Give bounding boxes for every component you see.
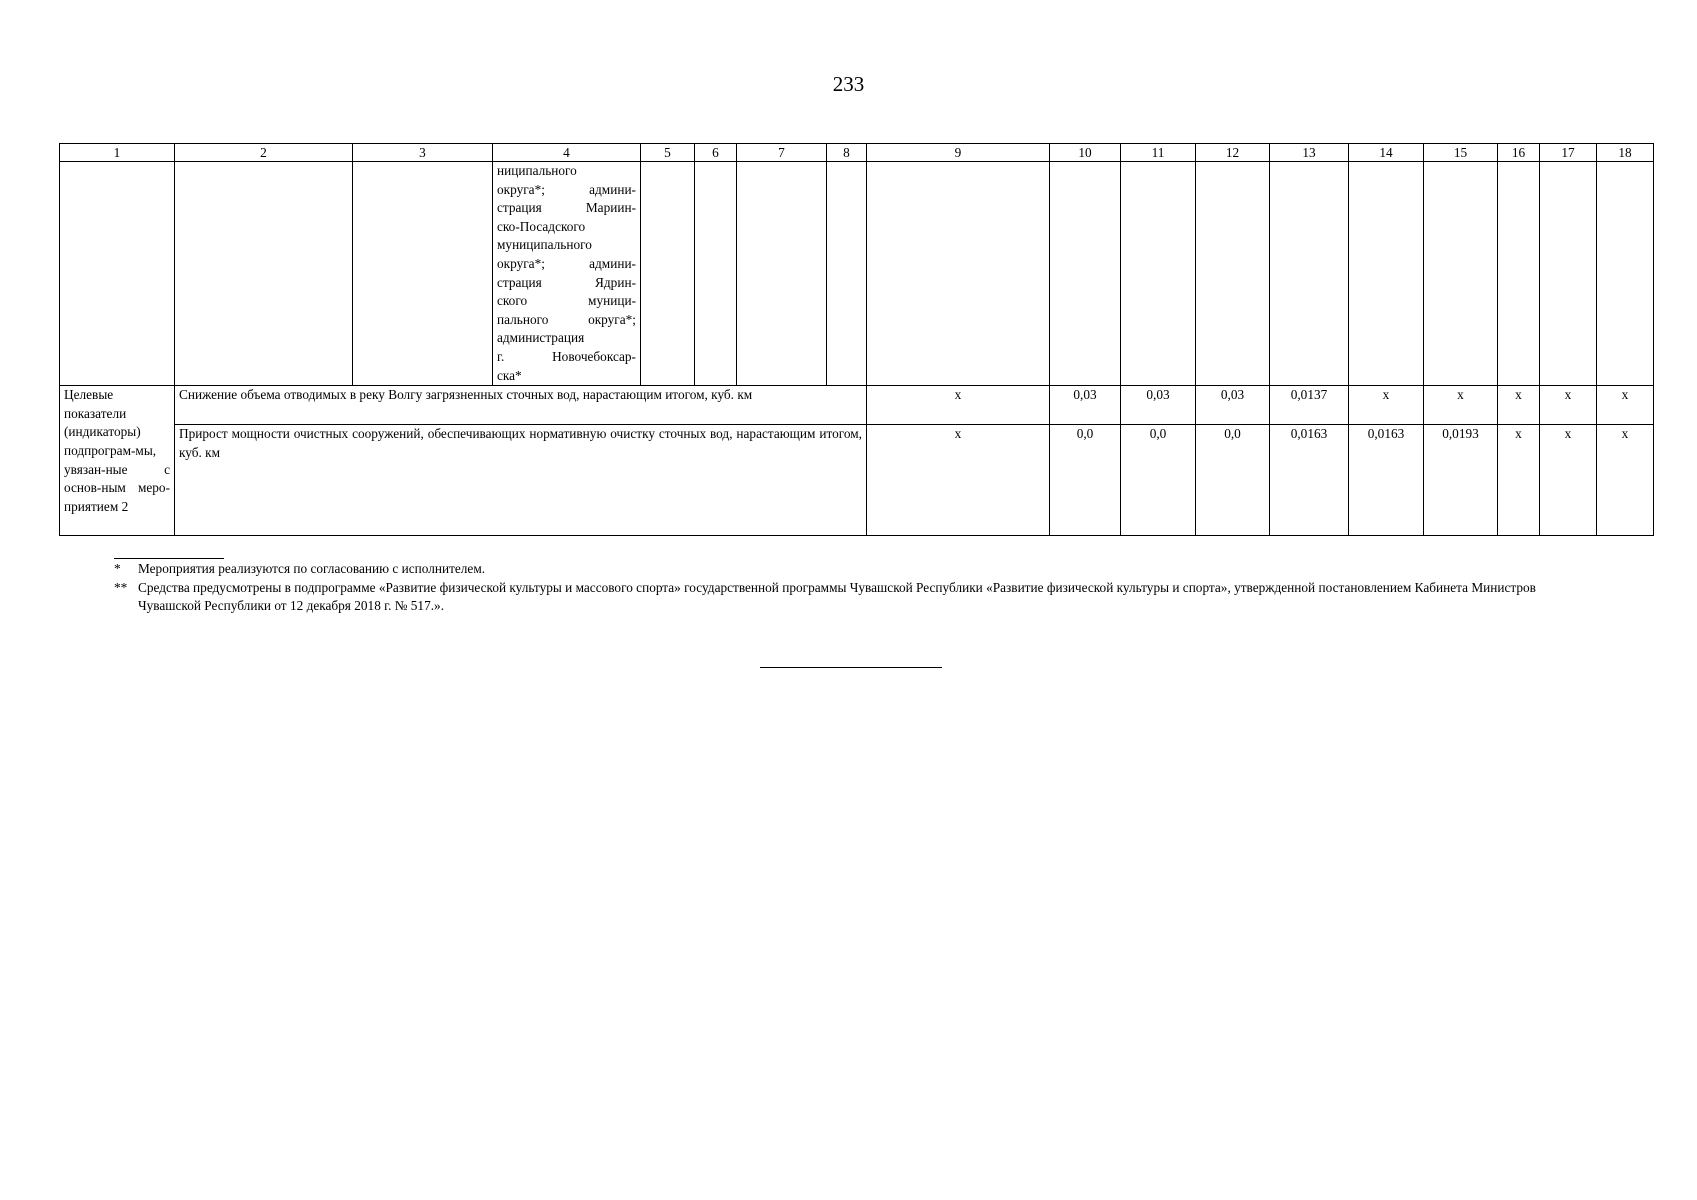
footnote (114, 579, 1594, 616)
column-header: 7 (737, 144, 827, 162)
indicator-value: х (1349, 386, 1424, 425)
column-header: 4 (493, 144, 641, 162)
table-cell (695, 162, 737, 386)
indicator-value: 0,0 (1196, 425, 1270, 536)
column-header: 13 (1270, 144, 1349, 162)
indicator-value: х (1424, 386, 1498, 425)
indicator-value: х (1597, 386, 1654, 425)
indicator-value: х (1540, 425, 1597, 536)
column-header: 12 (1196, 144, 1270, 162)
executors-line: ско-Посадского (497, 218, 586, 234)
footnotes (114, 560, 1594, 616)
table-cell (353, 162, 493, 386)
footnote-mark: * (114, 561, 121, 576)
column-header: 6 (695, 144, 737, 162)
indicator-value: 0,0163 (1270, 425, 1349, 536)
column-header: 15 (1424, 144, 1498, 162)
executors-line: ниципального (497, 163, 577, 178)
indicator-value: 0,03 (1196, 386, 1270, 425)
indicator-value: 0,0 (1050, 425, 1121, 536)
column-header: 18 (1597, 144, 1654, 162)
executors-cell (493, 162, 641, 386)
table-cell (1424, 162, 1498, 386)
table-cell (1540, 162, 1597, 386)
header-row (60, 144, 1654, 162)
executors-line: округа*; админи- (497, 255, 636, 271)
table-cell (737, 162, 827, 386)
indicator-value: х (867, 425, 1050, 536)
executors-line: администрация (497, 330, 585, 346)
executors-line: страция Мариин- (497, 200, 636, 216)
executors-line: ска* (497, 367, 522, 383)
indicator-value: х (1597, 425, 1654, 536)
column-header: 5 (641, 144, 695, 162)
column-header: 8 (827, 144, 867, 162)
continuation-row (60, 162, 1654, 386)
column-header: 2 (175, 144, 353, 162)
column-header: 10 (1050, 144, 1121, 162)
indicator-value: 0,03 (1050, 386, 1121, 425)
table-cell (641, 162, 695, 386)
executors-line: страция Ядрин- (497, 274, 636, 290)
column-header: 3 (353, 144, 493, 162)
executors-line: пального округа*; (497, 311, 636, 327)
footnote-mark: ** (114, 579, 128, 595)
table-cell (1349, 162, 1424, 386)
page-number: 233 (832, 72, 865, 96)
column-header: 1 (60, 144, 175, 162)
indicator-value: х (1540, 386, 1597, 425)
indicator-value: 0,0 (1121, 425, 1196, 536)
program-table (59, 143, 1654, 536)
column-header: 9 (867, 144, 1050, 162)
footnote-separator (114, 558, 224, 559)
executors-line: муниципального (497, 237, 592, 253)
footnote-text: Мероприятия реализуются по согласованию с исполнителем. (138, 561, 486, 576)
indicator-value: 0,0163 (1349, 425, 1424, 536)
table-cell (1121, 162, 1196, 386)
indicator-value: 0,0193 (1424, 425, 1498, 536)
table-cell (867, 162, 1050, 386)
executors-line: г. Новочебоксар- (497, 348, 636, 364)
indicator-value: 0,0137 (1270, 386, 1349, 425)
indicator-value: х (867, 386, 1050, 425)
column-header: 11 (1121, 144, 1196, 162)
table-cell (827, 162, 867, 386)
indicator-name: Прирост мощности очистных сооружений, обеспечивающих нормативную очистку сточных вод, нарастающим итогом, куб. км (175, 425, 867, 536)
indicator-value: х (1498, 386, 1540, 425)
indicator-name: Снижение объема отводимых в реку Волгу загрязненных сточных вод, нарастающим итогом, куб. км (175, 386, 867, 425)
footnote (114, 560, 1594, 579)
table-cell (1597, 162, 1654, 386)
targets-label-cell: Целевые показатели (индикаторы) подпрограм-мы, увязан-ные с основ-ным меро-приятием 2 (60, 386, 175, 536)
column-header: 17 (1540, 144, 1597, 162)
indicator-value: 0,03 (1121, 386, 1196, 425)
table-cell (1050, 162, 1121, 386)
table-cell (1196, 162, 1270, 386)
target-row (60, 386, 1654, 425)
executors-line: ского муници- (497, 293, 636, 309)
table-cell (175, 162, 353, 386)
column-header: 14 (1349, 144, 1424, 162)
indicator-value: х (1498, 425, 1540, 536)
end-of-document-rule (760, 667, 942, 668)
target-row (60, 425, 1654, 536)
table-cell (1270, 162, 1349, 386)
footnote-text: Средства предусмотрены в подпрограмме «Развитие физической культуры и массового спорта» государственной программы Чувашской Республики «Развитие физической культуры и спорта», утвержденной постановлением Кабинета Министров Чувашской Республики от 12 декабря 2018 г. № 517.». (138, 579, 1536, 613)
column-header: 16 (1498, 144, 1540, 162)
table-cell (60, 162, 175, 386)
executors-line: округа*; админи- (497, 181, 636, 197)
table-cell (1498, 162, 1540, 386)
